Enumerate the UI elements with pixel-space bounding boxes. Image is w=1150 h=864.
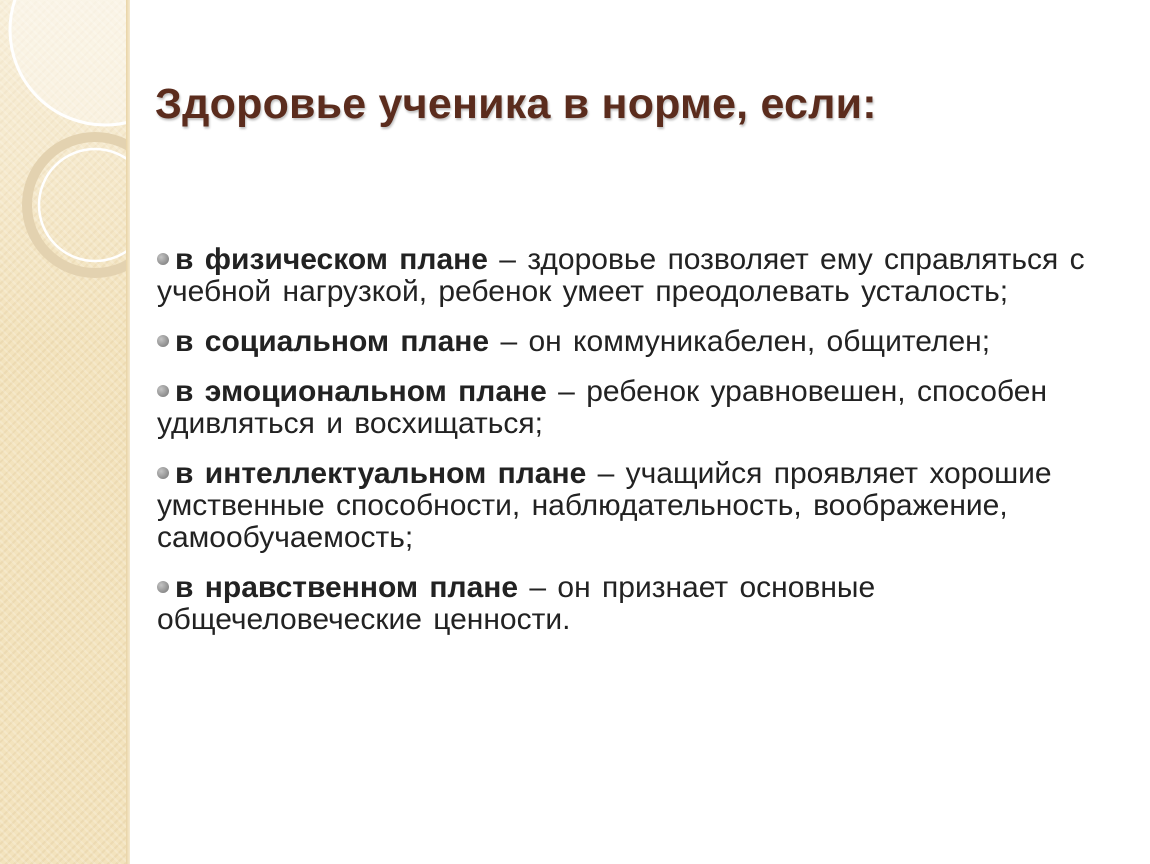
bullet-item-moral: [157, 572, 1117, 636]
bullet-dot-icon: [157, 253, 169, 265]
decorative-side-strip: [0, 0, 126, 864]
bullet-term: в социальном плане: [175, 325, 490, 358]
bullet-list: [157, 244, 1117, 654]
bullet-dot-icon: [157, 385, 169, 397]
decorative-circles-graphic: [0, 0, 126, 300]
bullet-term: в интеллектуальном плане: [175, 457, 587, 490]
bullet-text: – здоровье позволяет ему справляться с учебной нагрузкой, ребенок умеет преодолевать усталость;: [157, 243, 1085, 308]
side-strip-edge: [126, 0, 130, 864]
bullet-term: в нравственном плане: [175, 571, 519, 604]
decorative-ring-inner: [39, 149, 126, 261]
bullet-text: – он коммуникабелен, общителен;: [489, 325, 991, 358]
decorative-ring-middle: [27, 137, 126, 273]
bullet-text: – ребенок уравновешен, способен удивляться и восхищаться;: [157, 375, 1048, 440]
bullet-dot-icon: [157, 467, 169, 479]
bullet-term: в эмоциональном плане: [175, 375, 547, 408]
bullet-term: в физическом плане: [175, 243, 488, 276]
bullet-dot-icon: [157, 335, 169, 347]
bullet-item-emotional: [157, 376, 1117, 440]
slide-title: Здоровье ученика в норме, если:: [155, 80, 877, 128]
bullet-item-intellectual: [157, 458, 1117, 554]
bullet-text: – он признает основные общечеловеческие ценности.: [157, 571, 876, 636]
bullet-item-social: [157, 326, 1117, 358]
bullet-dot-icon: [157, 581, 169, 593]
bullet-item-physical: [157, 244, 1117, 308]
bullet-text: – учащийся проявляет хорошие умственные способности, наблюдательность, воображение, самообучаемость;: [157, 457, 1052, 554]
decorative-ring-large: [10, 0, 126, 125]
